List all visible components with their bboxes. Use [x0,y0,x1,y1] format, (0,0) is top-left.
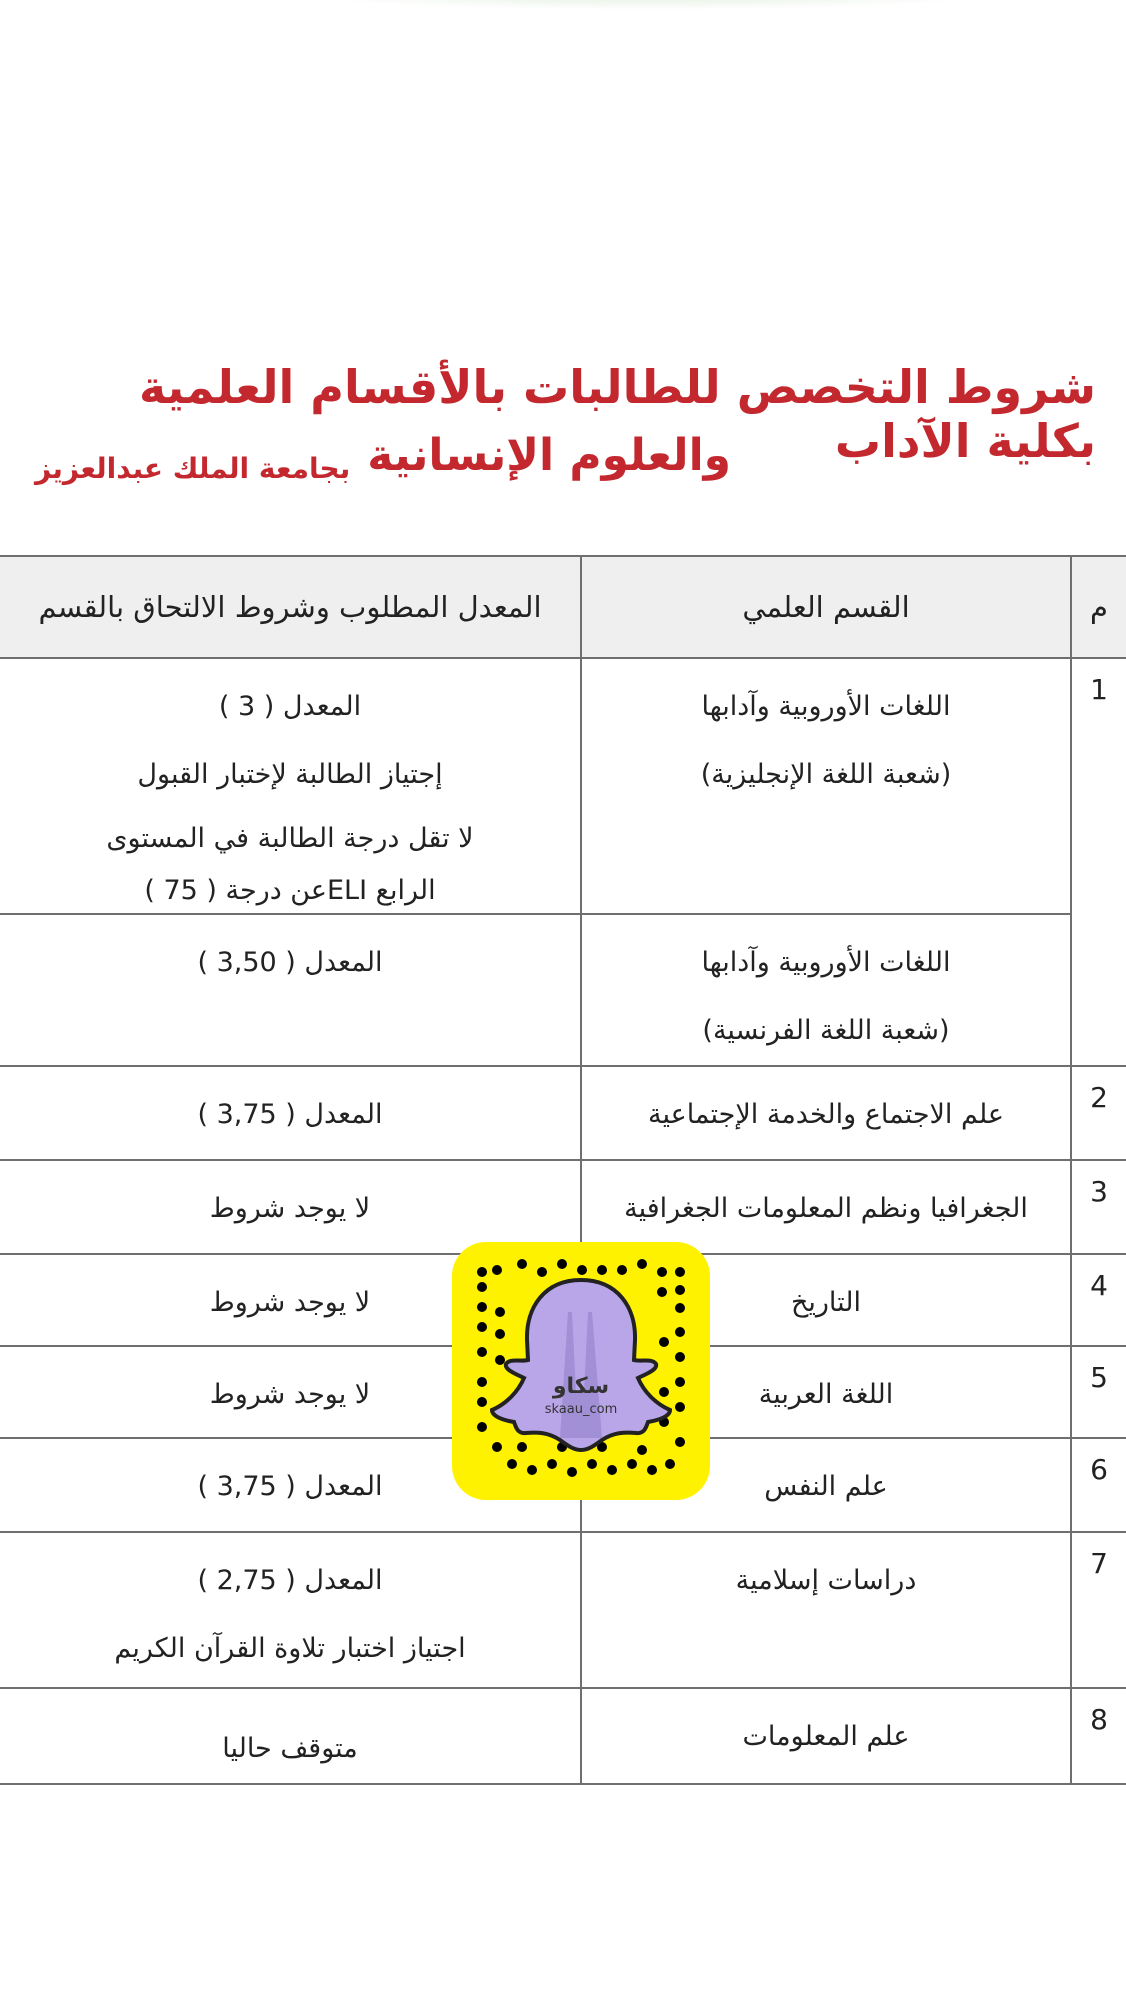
row-requirements [0,1688,581,1784]
requirement-line: إجتياز الطالبة لإختبار القبول [137,759,443,790]
row-number: 8 [1071,1688,1126,1784]
page-title-line2: والعلوم الإنسانية [367,430,731,481]
requirement-line: لا تقل درجة الطالبة في المستوى [106,823,474,854]
requirement-line: المعدل ( 2,75 ) [197,1565,383,1596]
table-header-row [0,556,1126,658]
department-line: الجغرافيا ونظم المعلومات الجغرافية [624,1193,1028,1224]
row-number: 4 [1071,1254,1126,1346]
row-number: 5 [1071,1346,1126,1438]
row-requirements [0,914,581,1066]
requirement-line: المعدل ( 3,75 ) [197,1471,383,1502]
table-row [0,1160,1126,1254]
table-row [0,658,1126,914]
department-line: التاريخ [790,1287,862,1318]
table-row [0,1688,1126,1784]
row-requirements [0,1160,581,1254]
row-number: 6 [1071,1438,1126,1532]
requirement-line: المعدل ( 3,50 ) [197,947,383,978]
row-department [581,1066,1071,1160]
requirement-line: الرابع ELIعن درجة ( 75 ) [144,875,436,906]
department-line: علم المعلومات [742,1721,910,1752]
top-decoration [300,0,1000,10]
department-line: علم الاجتماع والخدمة الإجتماعية [647,1099,1005,1130]
row-department [581,914,1071,1066]
row-number: 7 [1071,1532,1126,1688]
header-requirements: المعدل المطلوب وشروط الالتحاق بالقسم [0,556,581,658]
snapcode-name: سكاو [552,1374,610,1399]
snapcode-graphic [452,1242,710,1500]
row-requirements [0,1532,581,1688]
requirement-line: لا يوجد شروط [209,1287,371,1318]
requirement-line: لا يوجد شروط [209,1379,371,1410]
row-requirements [0,1066,581,1160]
row-department [581,1532,1071,1688]
requirement-line: المعدل ( 3,75 ) [197,1099,383,1130]
department-line: (شعبة اللغة الفرنسية) [702,1015,950,1046]
row-number: 2 [1071,1066,1126,1160]
header-number: م [1071,556,1126,658]
snapcode [452,1242,710,1500]
department-line: اللغة العربية [758,1379,894,1410]
row-department [581,1688,1071,1784]
row-number: 1 [1071,658,1126,1066]
table-row [0,1066,1126,1160]
table-row [0,914,1126,1066]
department-line: اللغات الأوروبية وآدابها [701,947,951,978]
requirement-line: المعدل ( 3 ) [218,691,362,722]
requirements-table [0,555,1126,1785]
page-title-university: بجامعة الملك عبدالعزيز [35,452,351,485]
table-row [0,1532,1126,1688]
department-line: دراسات إسلامية [735,1565,917,1596]
requirement-line: لا يوجد شروط [209,1193,371,1224]
row-department [581,1160,1071,1254]
row-requirements [0,658,581,914]
department-line: (شعبة اللغة الإنجليزية) [700,759,952,790]
department-line: علم النفس [764,1471,888,1502]
row-department [581,658,1071,914]
department-line: اللغات الأوروبية وآدابها [701,691,951,722]
page-title-line1: شروط التخصص للطالبات بالأقسام العلمية بكلية الآداب [138,360,1096,468]
header-department: القسم العلمي [581,556,1071,658]
requirement-line: متوقف حاليا [222,1733,358,1764]
snapcode-handle: skaau_com [544,1402,618,1417]
requirement-line: اجتياز اختبار تلاوة القرآن الكريم [114,1633,466,1664]
row-number: 3 [1071,1160,1126,1254]
